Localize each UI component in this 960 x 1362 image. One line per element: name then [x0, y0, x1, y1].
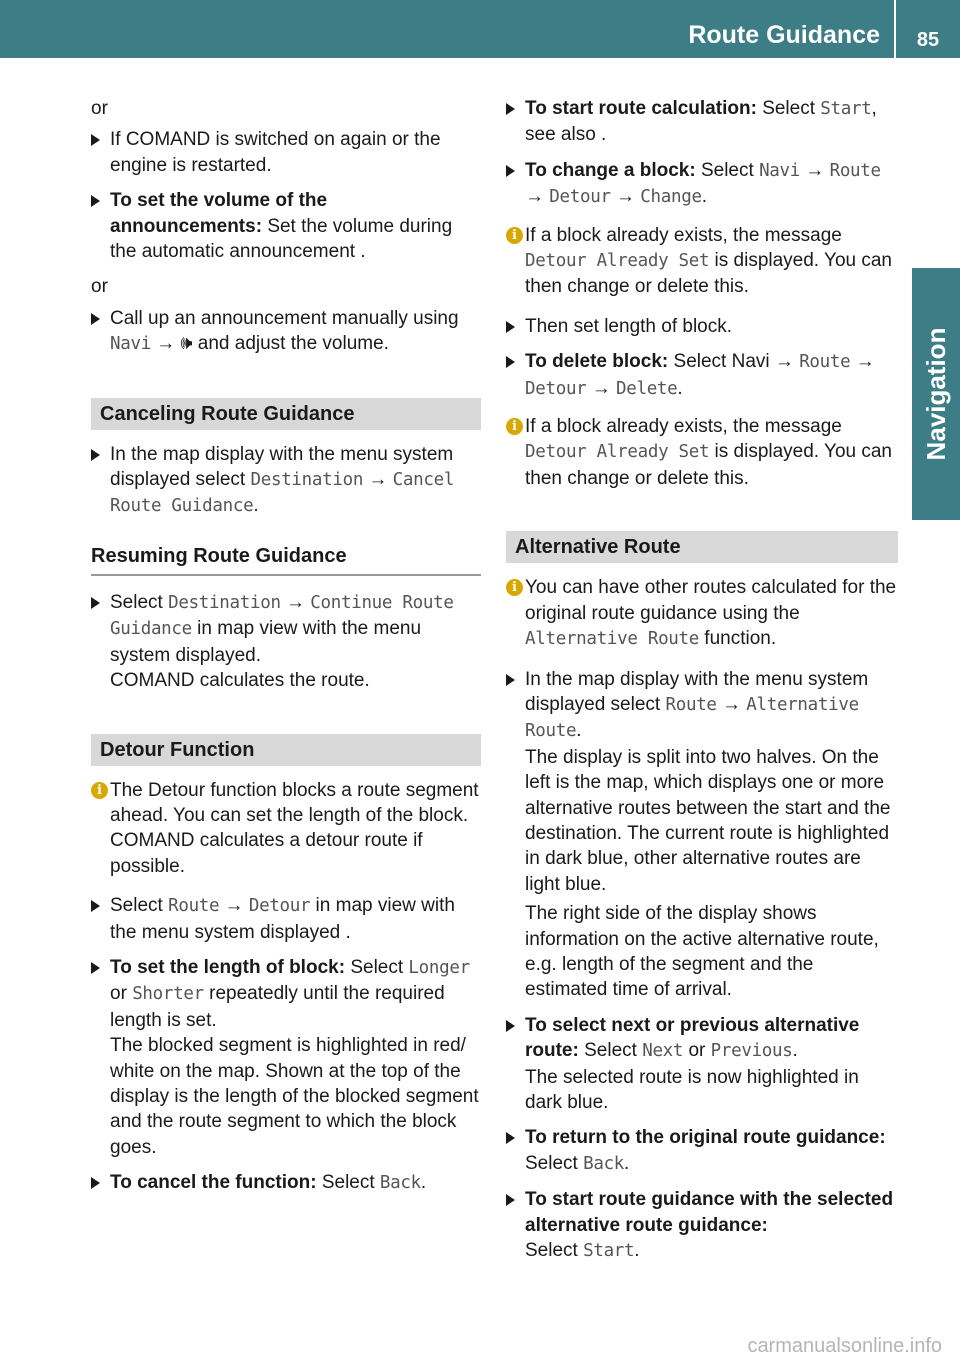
- list-item: Call up an announcement manually using Navi → 🕪 and adjust the volume.: [91, 306, 481, 358]
- section-heading: Detour Function: [91, 734, 481, 766]
- page-title: Route Guidance: [688, 21, 880, 49]
- list-item: To set the length of block: Select Longer or Shorter repeatedly until the required length is set. The blocked segment is highlighted in red/ white on the map. Shown at the top of the display is the length of the blocked segment and the route segment to which the block goes.: [91, 955, 481, 1160]
- list-item: To change a block: Select Navi → Route → Detour → Change.: [506, 158, 898, 211]
- list-item: To start route calculation: Select Start, see also .: [506, 96, 898, 148]
- list-item: To start route guidance with the selected alternative route guidance: Select Start.: [506, 1187, 898, 1264]
- info-note: i The Detour function blocks a route segment ahead. You can set the length of the block. COMAND calculates a detour route if possible.: [91, 778, 481, 880]
- bullet-arrow-icon: [91, 134, 100, 146]
- list-item: To return to the original route guidance: Select Back.: [506, 1125, 898, 1177]
- info-note: i You can have other routes calculated for the original route guidance using the Alternative Route function.: [506, 575, 898, 652]
- bullet-arrow-icon: [91, 195, 100, 207]
- bullet-arrow-icon: [91, 597, 100, 609]
- list-item: To select next or previous alternative route: Select Next or Previous. The selected route is now highlighted in dark blue.: [506, 1013, 898, 1116]
- info-icon: i: [506, 579, 523, 596]
- side-tab-label: Navigation: [921, 327, 951, 461]
- list-item: In the map display with the menu system displayed select Route → Alternative Route. The display is split into two halves. On the left is the map, which displays one or more alternative routes between the start and the destination. The current route is highlighted in dark blue, other alternative routes are light blue. The right side of the display shows information on the active alternative route, e.g. length of the segment and the estimated time of arrival.: [506, 667, 898, 1003]
- or-text: or: [91, 98, 108, 119]
- info-icon: i: [91, 782, 108, 799]
- list-item: To set the volume of the announcements: Set the volume during the automatic announcement .: [91, 188, 481, 264]
- bullet-arrow-icon: [91, 449, 100, 461]
- list-item: To delete block: Select Navi → Route → Detour → Delete.: [506, 349, 898, 402]
- info-note: i If a block already exists, the message Detour Already Set is displayed. You can then change or delete this.: [506, 414, 898, 491]
- list-item: Select Destination → Continue Route Guidance in map view with the menu system displayed. COMAND calculates the route.: [91, 590, 481, 694]
- section-heading: Canceling Route Guidance: [91, 398, 481, 430]
- bullet-arrow-icon: [506, 674, 515, 686]
- bullet-arrow-icon: [506, 103, 515, 115]
- info-icon: i: [506, 227, 523, 244]
- bullet-arrow-icon: [506, 1020, 515, 1032]
- page-number: 85: [916, 29, 940, 51]
- list-item: If COMAND is switched on again or the engine is restarted.: [91, 127, 481, 178]
- section-heading: Alternative Route: [506, 531, 898, 563]
- list-item: Then set length of block.: [506, 314, 898, 339]
- subsection-heading: Resuming Route Guidance: [91, 544, 481, 576]
- info-note: i If a block already exists, the message Detour Already Set is displayed. You can then change or delete this.: [506, 223, 898, 300]
- speaker-icon: 🕪: [180, 333, 193, 355]
- bullet-arrow-icon: [506, 1132, 515, 1144]
- info-icon: i: [506, 418, 523, 435]
- bullet-arrow-icon: [91, 313, 100, 325]
- side-tab: [912, 268, 960, 520]
- bullet-arrow-icon: [506, 356, 515, 368]
- bullet-arrow-icon: [91, 900, 100, 912]
- watermark-text: carmanualsonline.info: [747, 1335, 942, 1357]
- list-item: Select Route → Detour in map view with the menu system displayed .: [91, 893, 481, 945]
- bullet-arrow-icon: [506, 1194, 515, 1206]
- bullet-arrow-icon: [91, 962, 100, 974]
- or-text: or: [91, 276, 108, 298]
- bullet-arrow-icon: [506, 321, 515, 333]
- bullet-arrow-icon: [506, 165, 515, 177]
- list-item: In the map display with the menu system displayed select Destination → Cancel Route Guidance.: [91, 442, 481, 520]
- bullet-arrow-icon: [91, 1177, 100, 1189]
- list-item: To cancel the function: Select Back.: [91, 1170, 481, 1196]
- side-spacer: [912, 58, 960, 268]
- left-column: [91, 96, 481, 1207]
- right-column: [506, 96, 898, 1274]
